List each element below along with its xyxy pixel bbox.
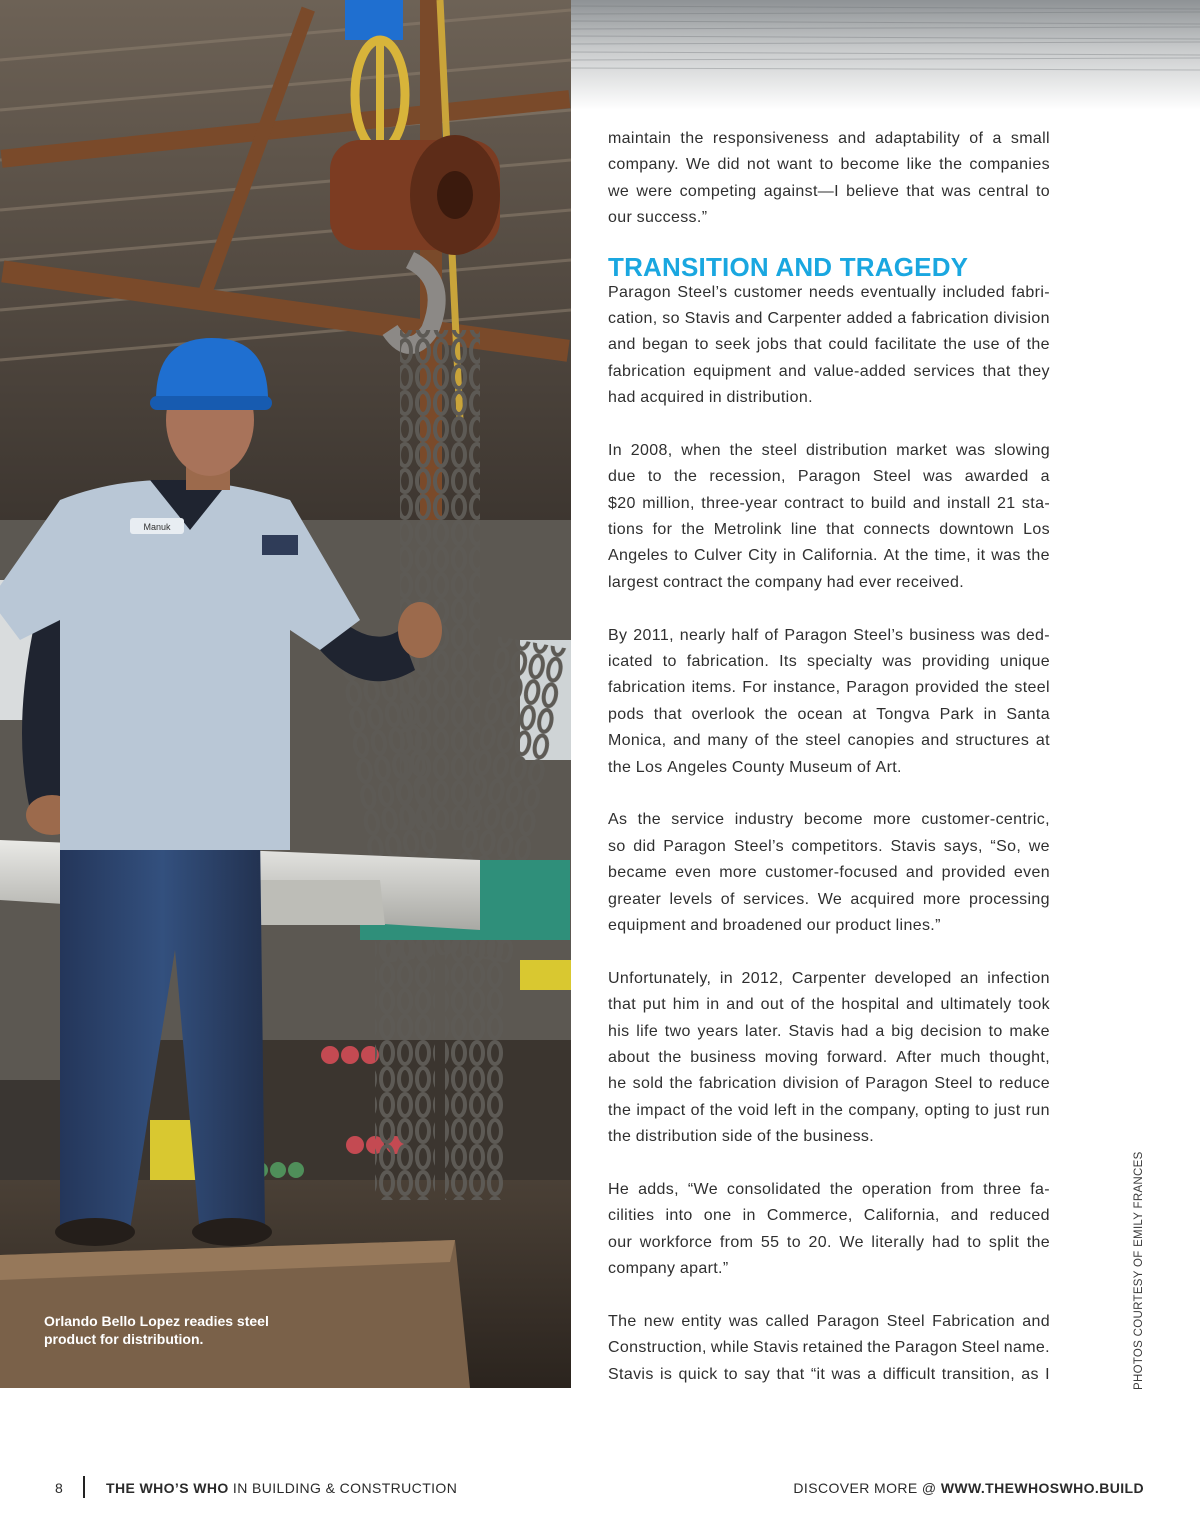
page-footer — [0, 1476, 1200, 1500]
text-line: his life two years later. Stavis had a big decision to make — [608, 1022, 1050, 1040]
text-line: $20 million, three-year contract to build and install 21 sta- — [608, 494, 1050, 512]
text-line: the distribution side of the business. — [608, 1128, 875, 1146]
text-line: our workforce from 55 to 20. We literally had to split the — [608, 1233, 1050, 1251]
paragraph-gap — [608, 781, 1050, 807]
text-line: fabrication items. For instance, Paragon provided the steel — [608, 679, 1050, 697]
text-line: Stavis is quick to say that “it was a difficult transition, as I — [608, 1365, 1050, 1383]
name-tag: Manuk — [143, 522, 171, 532]
discover-url-link[interactable]: WWW.THEWHOSWHO.BUILD — [940, 1480, 1144, 1496]
text-line: he sold the fabrication division of Paragon Steel to reduce — [608, 1075, 1050, 1093]
text-line: The new entity was called Paragon Steel Fabrication and — [608, 1312, 1050, 1330]
text-line: Paragon Steel’s customer needs eventually included fabri- — [608, 283, 1050, 301]
paragraph-gap — [608, 939, 1050, 965]
text-line: about the business moving forward. After much thought, — [608, 1048, 1050, 1066]
photo-credit: PHOTOS COURTESY OF EMILY FRANCES — [1133, 1151, 1145, 1390]
discover-text: DISCOVER MORE @ — [793, 1480, 941, 1496]
text-line: In 2008, when the steel distribution market was slowing — [608, 441, 1050, 459]
warehouse-scene-illustration — [0, 0, 571, 1388]
text-line: cilities into one in Commerce, California, and reduced — [608, 1207, 1050, 1225]
text-line: company. We did not want to become like the companies — [608, 156, 1050, 174]
photo-caption — [44, 1312, 304, 1348]
text-line: we were competing against—I believe that was central to — [608, 182, 1050, 200]
text-line: company apart.” — [608, 1260, 729, 1278]
caption-line: product for distribution. — [44, 1331, 204, 1347]
text-line: As the service industry become more customer-centric, — [608, 811, 1050, 829]
text-line: tions for the Metrolink line that connects downtown Los — [608, 521, 1050, 539]
text-line: cation, so Stavis and Carpenter added a fabrication division — [608, 309, 1050, 327]
text-line: Monica, and many of the steel canopies and structures at — [608, 732, 1050, 750]
text-line: He adds, “We consolidated the operation from three fa- — [608, 1180, 1050, 1198]
text-line: maintain the responsiveness and adaptability of a small — [608, 130, 1050, 147]
publication-name-rest: IN BUILDING & CONSTRUCTION — [228, 1480, 458, 1496]
text-line: and began to seek jobs that could facilitate the use of the — [608, 336, 1050, 354]
text-line: the Los Angeles County Museum of Art. — [608, 758, 902, 776]
text-line: pods that overlook the ocean at Tongva Park in Santa — [608, 705, 1050, 723]
text-line: fabrication equipment and value-added services that they — [608, 362, 1050, 380]
text-line: our success.” — [608, 209, 708, 227]
section-heading: TRANSITION AND TRAGEDY — [608, 251, 969, 282]
text-line: Construction, while Stavis retained the Paragon Steel name. — [608, 1339, 1050, 1357]
brushed-metal-banner — [571, 0, 1200, 110]
text-line: the impact of the void left in the company, opting to just run — [608, 1101, 1050, 1119]
text-line: so did Paragon Steel’s competitors. Stavis says, “So, we — [608, 837, 1050, 855]
publication-name — [106, 1480, 457, 1496]
worker-photo — [0, 0, 571, 1388]
text-line: Angeles to Culver City in California. At the time, it was the — [608, 547, 1050, 565]
text-line: became even more customer-focused and provided even — [608, 864, 1050, 882]
text-line: Unfortunately, in 2012, Carpenter developed an infection — [608, 969, 1050, 987]
text-line: had acquired in distribution. — [608, 389, 813, 407]
paragraph-gap — [608, 412, 1050, 438]
text-line: By 2011, nearly half of Paragon Steel’s business was ded- — [608, 626, 1050, 644]
text-line: due to the recession, Paragon Steel was awarded a — [608, 468, 1050, 486]
footer-divider — [83, 1476, 85, 1498]
caption-line: Orlando Bello Lopez readies steel — [44, 1313, 269, 1329]
paragraph-gap — [608, 1150, 1050, 1176]
paragraph-gap — [608, 596, 1050, 622]
page-number: 8 — [55, 1480, 64, 1496]
paragraph-gap — [608, 1282, 1050, 1308]
discover-more — [793, 1480, 1144, 1496]
text-line: largest contract the company had ever received. — [608, 573, 965, 591]
text-line: that put him in and out of the hospital and ultimately took — [608, 996, 1050, 1014]
article-body — [608, 126, 1050, 1388]
text-line: icated to fabrication. Its specialty was providing unique — [608, 653, 1050, 671]
text-line: equipment and broadened our product lines.” — [608, 916, 941, 934]
text-line: greater levels of services. We acquired more processing — [608, 890, 1050, 908]
publication-name-bold: THE WHO’S WHO — [106, 1480, 229, 1496]
